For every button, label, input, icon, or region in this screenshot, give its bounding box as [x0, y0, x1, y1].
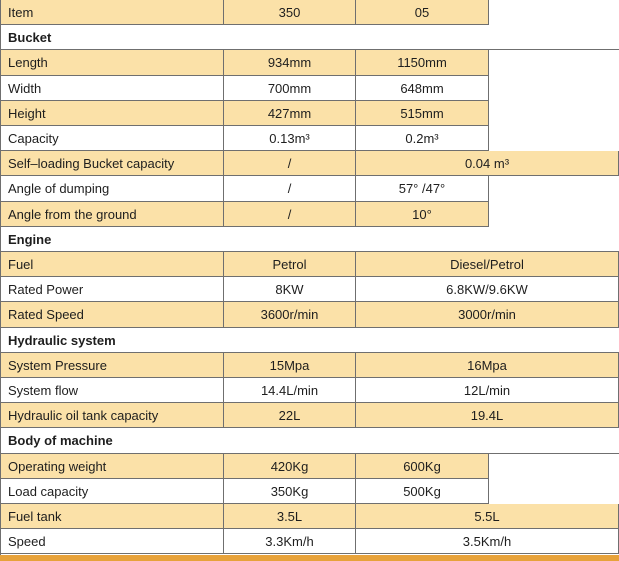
section-header: Hydraulic system — [0, 328, 619, 353]
spec-label: Fuel — [0, 252, 224, 277]
spec-label: Angle from the ground — [0, 202, 224, 227]
spec-label: Self–loading Bucket capacity — [0, 151, 224, 176]
spec-value-col2: 10° — [356, 202, 489, 227]
spec-value-col2: Diesel/Petrol — [356, 252, 619, 277]
spec-label: Height — [0, 101, 224, 126]
spec-value-col1: Petrol — [224, 252, 356, 277]
spec-value-col2: 3000r/min — [356, 302, 619, 328]
spec-value-col1: 15Mpa — [224, 353, 356, 378]
spec-value-col2: 6.8KW/9.6KW — [356, 277, 619, 302]
spec-value-col1: 700mm — [224, 76, 356, 101]
spec-value-col2: 12L/min — [356, 378, 619, 403]
spec-value-col2: 5.5L — [356, 504, 619, 529]
spec-label: Fuel tank — [0, 504, 224, 529]
spec-value-col1: 350Kg — [224, 479, 356, 504]
spec-value-col1: / — [224, 202, 356, 227]
spec-label: Length — [0, 50, 224, 76]
spec-value-col2: 3.5Km/h — [356, 529, 619, 554]
spec-label: Speed — [0, 529, 224, 554]
spec-label: System flow — [0, 378, 224, 403]
spec-label: System Pressure — [0, 353, 224, 378]
spec-value-col2: 515mm — [356, 101, 489, 126]
spec-value-col1: 8KW — [224, 277, 356, 302]
spec-value-col1: / — [224, 151, 356, 176]
spec-value-col1: 0.13m³ — [224, 126, 356, 151]
spec-value-col2: 19.4L — [356, 403, 619, 428]
spec-value-col2: 0.04 m³ — [356, 151, 619, 176]
spec-value-col2: 05 — [356, 0, 489, 25]
section-header: Engine — [0, 227, 619, 252]
spec-label: Operating weight — [0, 454, 224, 479]
bottom-accent-strip — [0, 555, 619, 561]
spec-value-col1: 350 — [224, 0, 356, 25]
spec-value-col1: 3.5L — [224, 504, 356, 529]
spec-label: Hydraulic oil tank capacity — [0, 403, 224, 428]
spec-value-col2: 57° /47° — [356, 176, 489, 202]
spec-value-col1: 3.3Km/h — [224, 529, 356, 554]
spec-value-col1: / — [224, 176, 356, 202]
spec-value-col1: 427mm — [224, 101, 356, 126]
spec-value-col1: 934mm — [224, 50, 356, 76]
section-header: Body of machine — [0, 428, 619, 454]
spec-label: Rated Power — [0, 277, 224, 302]
spec-label: Width — [0, 76, 224, 101]
spec-value-col1: 22L — [224, 403, 356, 428]
spec-value-col2: 1150mm — [356, 50, 489, 76]
section-header: Bucket — [0, 25, 619, 50]
table-left-border — [0, 0, 1, 555]
spec-value-col2: 0.2m³ — [356, 126, 489, 151]
spec-value-col1: 14.4L/min — [224, 378, 356, 403]
spec-value-col2: 600Kg — [356, 454, 489, 479]
spec-value-col2: 16Mpa — [356, 353, 619, 378]
spec-label: Item — [0, 0, 224, 25]
spec-value-col2: 500Kg — [356, 479, 489, 504]
spec-value-col1: 420Kg — [224, 454, 356, 479]
spec-label: Rated Speed — [0, 302, 224, 328]
spec-label: Angle of dumping — [0, 176, 224, 202]
spec-label: Load capacity — [0, 479, 224, 504]
spec-label: Capacity — [0, 126, 224, 151]
spec-value-col1: 3600r/min — [224, 302, 356, 328]
spec-value-col2: 648mm — [356, 76, 489, 101]
